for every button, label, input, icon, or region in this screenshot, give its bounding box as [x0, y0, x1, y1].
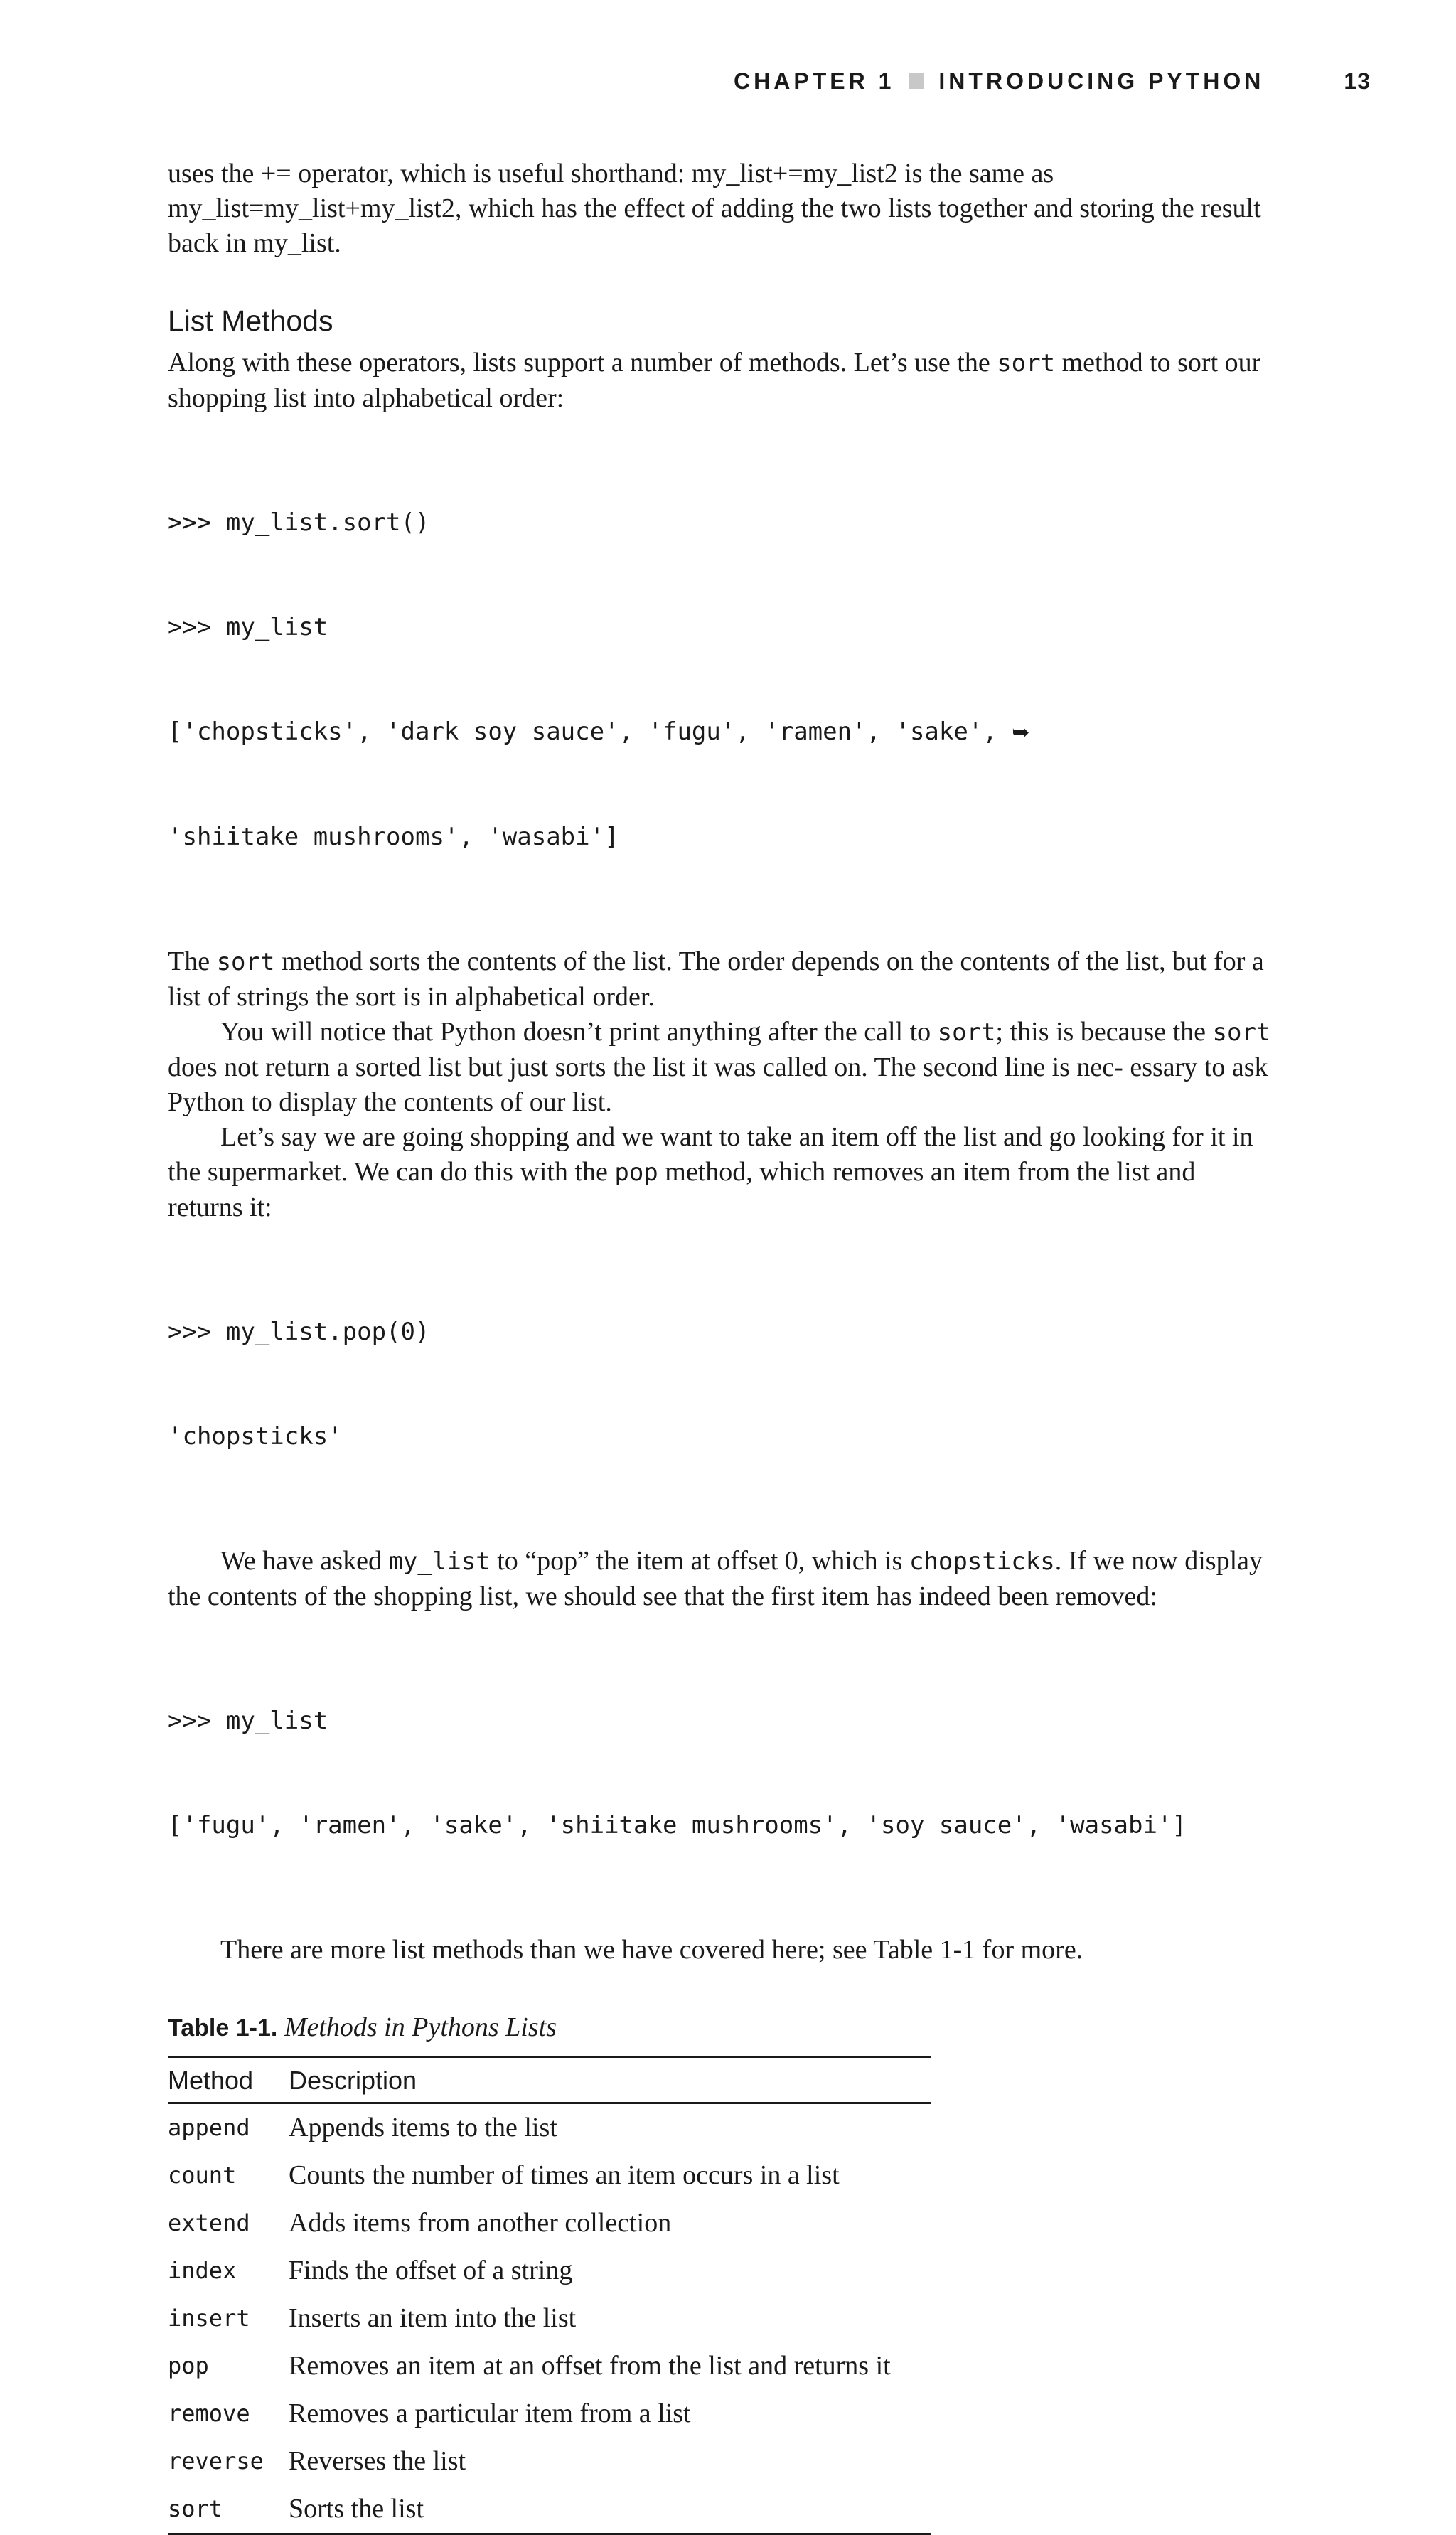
- method-description: Adds items from another collection: [289, 2208, 672, 2238]
- inline-code: sort: [997, 349, 1056, 378]
- page-body: [168, 156, 1277, 2535]
- code-line: >>> my_list.sort(): [168, 508, 430, 537]
- column-header-method: Method: [168, 2065, 254, 2095]
- column-header-description: Description: [289, 2065, 417, 2095]
- method-name: remove: [168, 2400, 250, 2427]
- section-heading: List Methods: [168, 304, 333, 337]
- table-caption-title: Methods in Pythons Lists: [284, 2012, 557, 2042]
- inline-code: sort: [1212, 1018, 1271, 1047]
- table-row: [168, 2199, 931, 2247]
- method-description: Appends items to the list: [289, 2113, 557, 2142]
- paragraph-text: The: [168, 946, 217, 976]
- method-name: insert: [168, 2305, 250, 2332]
- paragraph-intro: [168, 156, 1277, 261]
- code-block-pop: [168, 1245, 1277, 1524]
- table-row: [168, 2295, 931, 2342]
- inline-code: pop: [614, 1158, 658, 1187]
- table-row: [168, 2485, 931, 2534]
- paragraph-text: We have asked: [220, 1546, 389, 1576]
- table-row: [168, 2152, 931, 2199]
- method-name: extend: [168, 2209, 250, 2236]
- method-name: sort: [168, 2495, 223, 2522]
- table-row: [168, 2342, 931, 2390]
- inline-code: sort: [937, 1018, 996, 1047]
- line-continuation-arrow-icon: ➥: [1012, 720, 1030, 745]
- inline-code: sort: [216, 948, 275, 976]
- paragraph-sort-description: [168, 944, 1277, 1015]
- paragraph-text: You will notice that Python doesn’t print anything after the call to: [220, 1017, 938, 1047]
- paragraph-text: ; this is because the: [995, 1017, 1213, 1047]
- method-description: Sorts the list: [289, 2494, 424, 2524]
- paragraph-shopping: [168, 1120, 1277, 1225]
- table-row: [168, 2103, 931, 2152]
- inline-code: chopsticks: [909, 1547, 1055, 1576]
- paragraph-methods: [168, 346, 1277, 416]
- paragraph-notice: [168, 1015, 1277, 1120]
- method-name: count: [168, 2162, 237, 2189]
- method-description: Removes a particular item from a list: [289, 2398, 691, 2428]
- code-line: >>> my_list: [168, 1707, 328, 1735]
- code-line: >>> my_list: [168, 613, 328, 641]
- method-description: Reverses the list: [289, 2446, 466, 2476]
- paragraph-text: There are more list methods than we have covered here; see Table 1-1 for more.: [220, 1935, 1083, 1965]
- paragraph-text: method sorts the contents of the list. The order depends on the contents of the list, but for a list of strings the sort is in alphabetical order.: [168, 946, 1264, 1012]
- code-line: >>> my_list.pop(0): [168, 1318, 430, 1346]
- methods-table: [168, 2056, 931, 2535]
- paragraph-text: . If we now display the contents of the shopping list, we should see that the first item has indeed been removed:: [168, 1546, 1263, 1611]
- table-caption-label: Table 1-1.: [168, 2014, 278, 2042]
- paragraph-popped: [168, 1544, 1277, 1614]
- paragraph-text: method to sort our shopping list into alphabetical order:: [168, 348, 1261, 413]
- method-description: Removes an item at an offset from the list and returns it: [289, 2351, 891, 2381]
- code-block-list: [168, 1634, 1277, 1913]
- paragraph-text: method, which removes an item from the list and returns it:: [168, 1157, 1196, 1222]
- code-line-text: ['chopsticks', 'dark soy sauce', 'fugu', 'ramen', 'sake',: [168, 717, 1012, 746]
- inline-code: my_list: [388, 1547, 491, 1576]
- code-line: 'shiitake mushrooms', 'wasabi']: [168, 823, 619, 851]
- table-row: [168, 2438, 931, 2485]
- separator-square-icon: [909, 73, 924, 89]
- table-caption: [168, 2010, 1277, 2046]
- chapter-title: INTRODUCING PYTHON: [938, 68, 1265, 94]
- code-line: ['fugu', 'ramen', 'sake', 'shiitake mushrooms', 'soy sauce', 'wasabi']: [168, 1811, 1187, 1840]
- paragraph-text: uses the += operator, which is useful shorthand: my_list+=my_list2 is the same as my_list=my_list+my_list2, which has the effect of adding the two lists together and storing the result back in my_list.: [168, 159, 1261, 258]
- table-row: [168, 2247, 931, 2295]
- table-row: [168, 2390, 931, 2438]
- method-description: Finds the offset of a string: [289, 2256, 573, 2285]
- method-description: Counts the number of times an item occurs in a list: [289, 2160, 840, 2190]
- table-header-row: [168, 2057, 931, 2103]
- code-block-sort: [168, 436, 1277, 924]
- chapter-label: CHAPTER 1: [734, 68, 895, 94]
- code-line: [168, 715, 1277, 750]
- paragraph-text: Along with these operators, lists support a number of methods. Let’s use the: [168, 348, 997, 378]
- paragraph-more: [168, 1933, 1277, 1968]
- page-number: 13: [1344, 68, 1371, 94]
- running-head: [734, 65, 1371, 97]
- method-description: Inserts an item into the list: [289, 2303, 577, 2333]
- method-name: reverse: [168, 2448, 264, 2475]
- code-line: 'chopsticks': [168, 1422, 343, 1451]
- paragraph-text: to “pop” the item at offset 0, which is: [490, 1546, 909, 1576]
- paragraph-text: does not return a sorted list but just sorts the list it was called on. The second line is nec- essary to ask Python to display the contents of our list.: [168, 1052, 1268, 1117]
- paragraph-text: Let’s say we are going shopping and we want to take an item off the list and go looking for it in the supermarket. We can do this with the: [168, 1122, 1253, 1187]
- method-name: append: [168, 2114, 250, 2141]
- method-name: index: [168, 2257, 237, 2284]
- method-name: pop: [168, 2352, 209, 2379]
